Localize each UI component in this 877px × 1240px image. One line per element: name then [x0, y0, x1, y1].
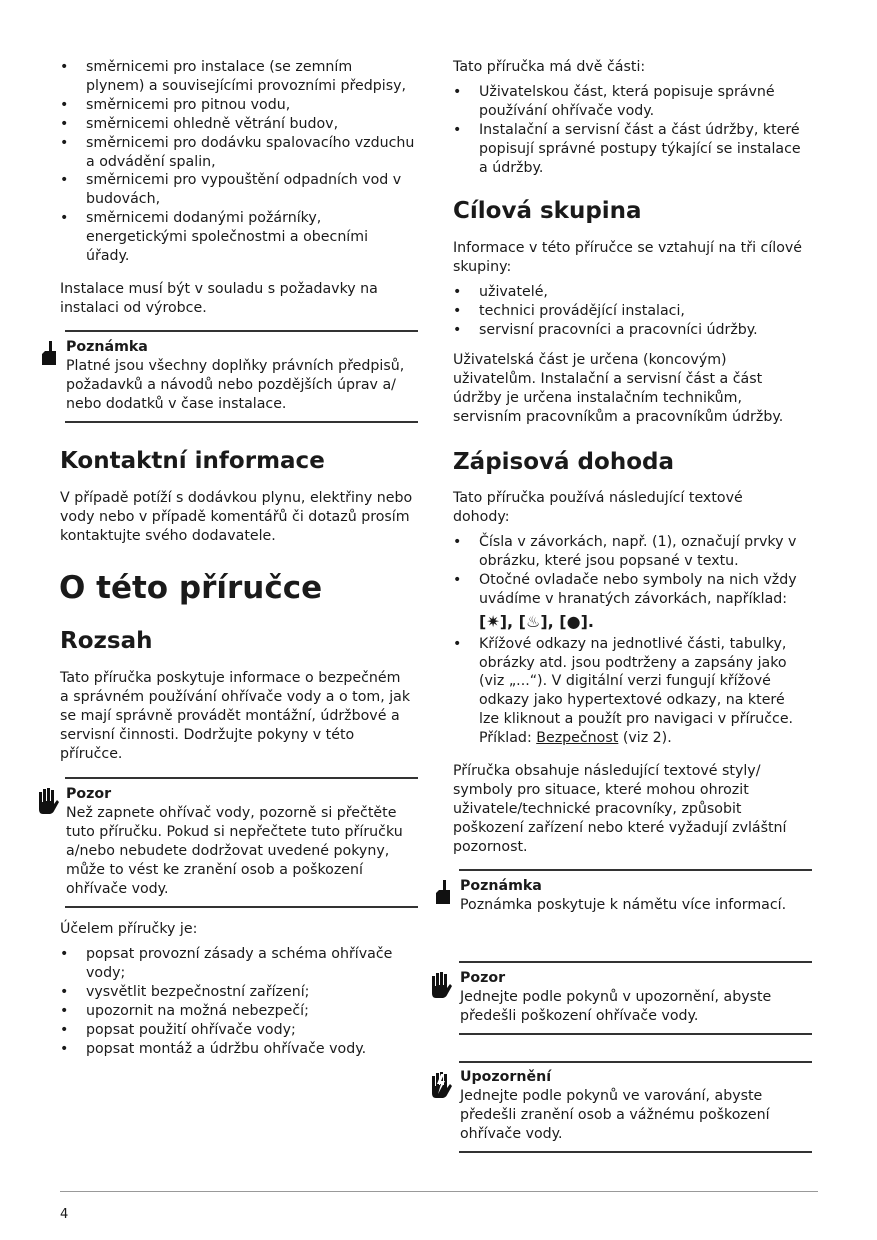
divider	[65, 906, 418, 908]
hand-caution-icon	[427, 970, 453, 998]
note-text: Platné jsou všechny doplňky právních předpisů, požadavků a návodů nebo pozdějších úprav a/ nebo dodatků v čase instalace.	[66, 357, 405, 412]
paragraph-text: Tato příručka má dvě části:	[453, 59, 646, 75]
purpose-list	[60, 945, 430, 1058]
list-item	[60, 945, 430, 983]
paragraph-text: Tato příručka poskytuje informace o bezpečném a správném používání ohřívače vody a o tom, jak se mají správně provádět montážní, údržbové a servisní činnosti. Dodržujte pokyny v této příručce.	[60, 670, 411, 762]
regulations-list	[60, 58, 430, 266]
caution-text: Jednejte podle pokynů v upozornění, abyste předešli poškození ohřívače vody.	[460, 988, 772, 1024]
list-item	[453, 533, 833, 571]
contact-heading: Kontaktní informace	[60, 448, 325, 474]
dot-symbol-icon: ●	[566, 611, 581, 631]
scope-heading: Rozsah	[60, 628, 153, 654]
list-item-text: • popsat provozní zásady a schéma ohřívače vody;	[86, 946, 393, 981]
list-item	[453, 283, 823, 302]
list-item-text: • směrnicemi pro dodávku spalovacího vzduchu a odvádění spalin,	[86, 134, 415, 170]
page-number: 4	[60, 1207, 69, 1222]
list-item-text: • Otočné ovladače nebo symboly na nich vždy uvádíme v hranatých závorkách, například:	[479, 571, 797, 607]
pointing-hand-note-icon	[38, 340, 60, 368]
list-item	[60, 1021, 430, 1040]
list-item	[453, 635, 833, 748]
divider	[459, 1151, 812, 1153]
list-item	[60, 171, 430, 209]
list-item-text: • směrnicemi pro vypouštění odpadních vod v budovách,	[86, 172, 402, 208]
conventions-list	[453, 533, 833, 748]
purpose-paragraph	[60, 920, 430, 939]
hand-warning-icon	[428, 1070, 452, 1098]
paragraph-text: Tato příručka používá následující textové dohody:	[453, 490, 743, 525]
footer-divider	[60, 1191, 818, 1192]
conventions-paragraph	[453, 489, 823, 527]
note-box	[66, 338, 426, 414]
parts-list	[453, 83, 823, 178]
note-box	[460, 877, 820, 915]
about-heading: O této příručce	[59, 570, 323, 606]
list-item-text: • Křížové odkazy na jednotlivé části, tabulky, obrázky atd. jsou podtrženy a zapsány jako (viz „...“). V digitální verzi fungují křížové odkazy jako hypertextové odkazy, na které lze kliknout a použít pro navigaci v příručce.	[479, 635, 794, 728]
paragraph-text: Informace v této příručce se vztahují na tři cílové skupiny:	[453, 240, 803, 275]
list-item-text: • směrnicemi ohledně větrání budov,	[86, 115, 339, 132]
target-paragraph-2	[453, 351, 823, 427]
symbol-examples: [✷], [♨], [●].	[479, 611, 594, 631]
list-item	[453, 321, 823, 340]
list-item-text: • upozornit na možná nebezpečí;	[86, 1002, 309, 1019]
example-suffix: (viz 2).	[618, 730, 672, 747]
divider	[65, 330, 418, 332]
list-item	[453, 571, 833, 635]
list-item-text: • Uživatelskou část, která popisuje správné používání ohřívače vody.	[479, 84, 775, 119]
divider	[459, 869, 812, 871]
note-text: Poznámka poskytuje k námětu více informací.	[460, 896, 787, 913]
parts-paragraph	[453, 58, 823, 77]
list-item	[453, 121, 823, 178]
list-item-text: • technici provádějící instalaci,	[479, 302, 685, 319]
list-item	[60, 983, 430, 1002]
target-list	[453, 283, 823, 340]
divider	[459, 961, 812, 963]
list-item-text: • popsat použití ohřívače vody;	[86, 1021, 296, 1038]
list-item-text: • směrnicemi pro instalace (se zemním plynem) a souvisejícími provozními předpisy,	[86, 59, 406, 94]
caution-box	[460, 969, 820, 1026]
divider	[459, 1033, 812, 1035]
caution-title: Pozor	[66, 786, 112, 802]
paragraph-text: Příručka obsahuje následující textové styly/ symboly pro situace, které mohou ohrozit uživatele/technické pracovníky, způsobit poškození zařízení nebo které vyžadují zvláštní pozornost.	[453, 763, 787, 855]
list-item	[453, 83, 823, 121]
list-item	[453, 302, 823, 321]
paragraph-text: Instalace musí být v souladu s požadavky na instalaci od výrobce.	[60, 281, 378, 316]
list-item	[60, 209, 430, 266]
list-item	[60, 1040, 430, 1059]
caution-title: Pozor	[460, 970, 506, 986]
list-item-text: • Čísla v závorkách, např. (1), označují prvky v obrázku, které jsou popsané v textu.	[479, 534, 797, 569]
caution-text: Než zapnete ohřívač vody, pozorně si přečtěte tuto příručku. Pokud si nepřečtete tuto příručku a/nebo nebudete dodržovat uvedené pokyny, může to vést ke zranění osob a poškození ohřívače vody.	[66, 804, 403, 897]
warning-text: Jednejte podle pokynů ve varování, abyste předešli zranění osob a vážnému poškození ohřívače vody.	[460, 1087, 770, 1142]
list-item-text: • směrnicemi pro pitnou vodu,	[86, 96, 291, 113]
list-item-text: • Instalační a servisní část a část údržby, které popisují správné postupy týkající se instalace a údržby.	[479, 121, 801, 176]
note-title: Poznámka	[66, 339, 148, 355]
list-item-text: • uživatelé,	[479, 284, 548, 300]
example-label: Příklad:	[479, 730, 537, 747]
paragraph-text: Uživatelská část je určena (koncovým) uživatelům. Instalační a servisní část a část údržby je určena instalačním technikům, servisním pracovníkům a pracovníkům údržby.	[453, 352, 784, 425]
list-item	[60, 1002, 430, 1021]
safety-link[interactable]: Bezpečnost	[536, 730, 619, 747]
note-title: Poznámka	[460, 878, 542, 894]
caution-box	[66, 785, 426, 898]
list-item	[60, 134, 430, 172]
list-item-text: • servisní pracovníci a pracovníci údržby.	[479, 321, 758, 338]
conventions-heading: Zápisová dohoda	[453, 449, 674, 475]
divider	[459, 1061, 812, 1063]
paragraph-text: V případě potíží s dodávkou plynu, elektřiny nebo vody nebo v případě komentářů či dotazů prosím kontaktujte svého dodavatele.	[60, 490, 413, 544]
hand-caution-icon	[34, 786, 60, 814]
list-item-text: • popsat montáž a údržbu ohřívače vody.	[86, 1040, 367, 1057]
paragraph-text: Účelem příručky je:	[60, 921, 198, 937]
warning-box	[460, 1068, 820, 1144]
star-symbol-icon: ✷	[486, 611, 500, 631]
contact-paragraph	[60, 489, 430, 546]
divider	[65, 777, 418, 779]
scope-paragraph	[60, 669, 430, 764]
target-paragraph	[453, 239, 823, 277]
styles-paragraph	[453, 762, 823, 857]
list-item	[60, 115, 430, 134]
divider	[65, 421, 418, 423]
list-item-text: • směrnicemi dodanými požárníky, energetickými společnostmi a obecními úřady.	[86, 210, 369, 265]
list-item-text: • vysvětlit bezpečnostní zařízení;	[86, 983, 310, 1000]
target-heading: Cílová skupina	[453, 198, 642, 224]
flame-symbol-icon: ♨	[526, 611, 541, 631]
list-item	[60, 96, 430, 115]
warning-title: Upozornění	[460, 1069, 552, 1085]
list-item	[60, 58, 430, 96]
pointing-hand-note-icon	[432, 879, 454, 907]
installation-paragraph	[60, 280, 430, 318]
